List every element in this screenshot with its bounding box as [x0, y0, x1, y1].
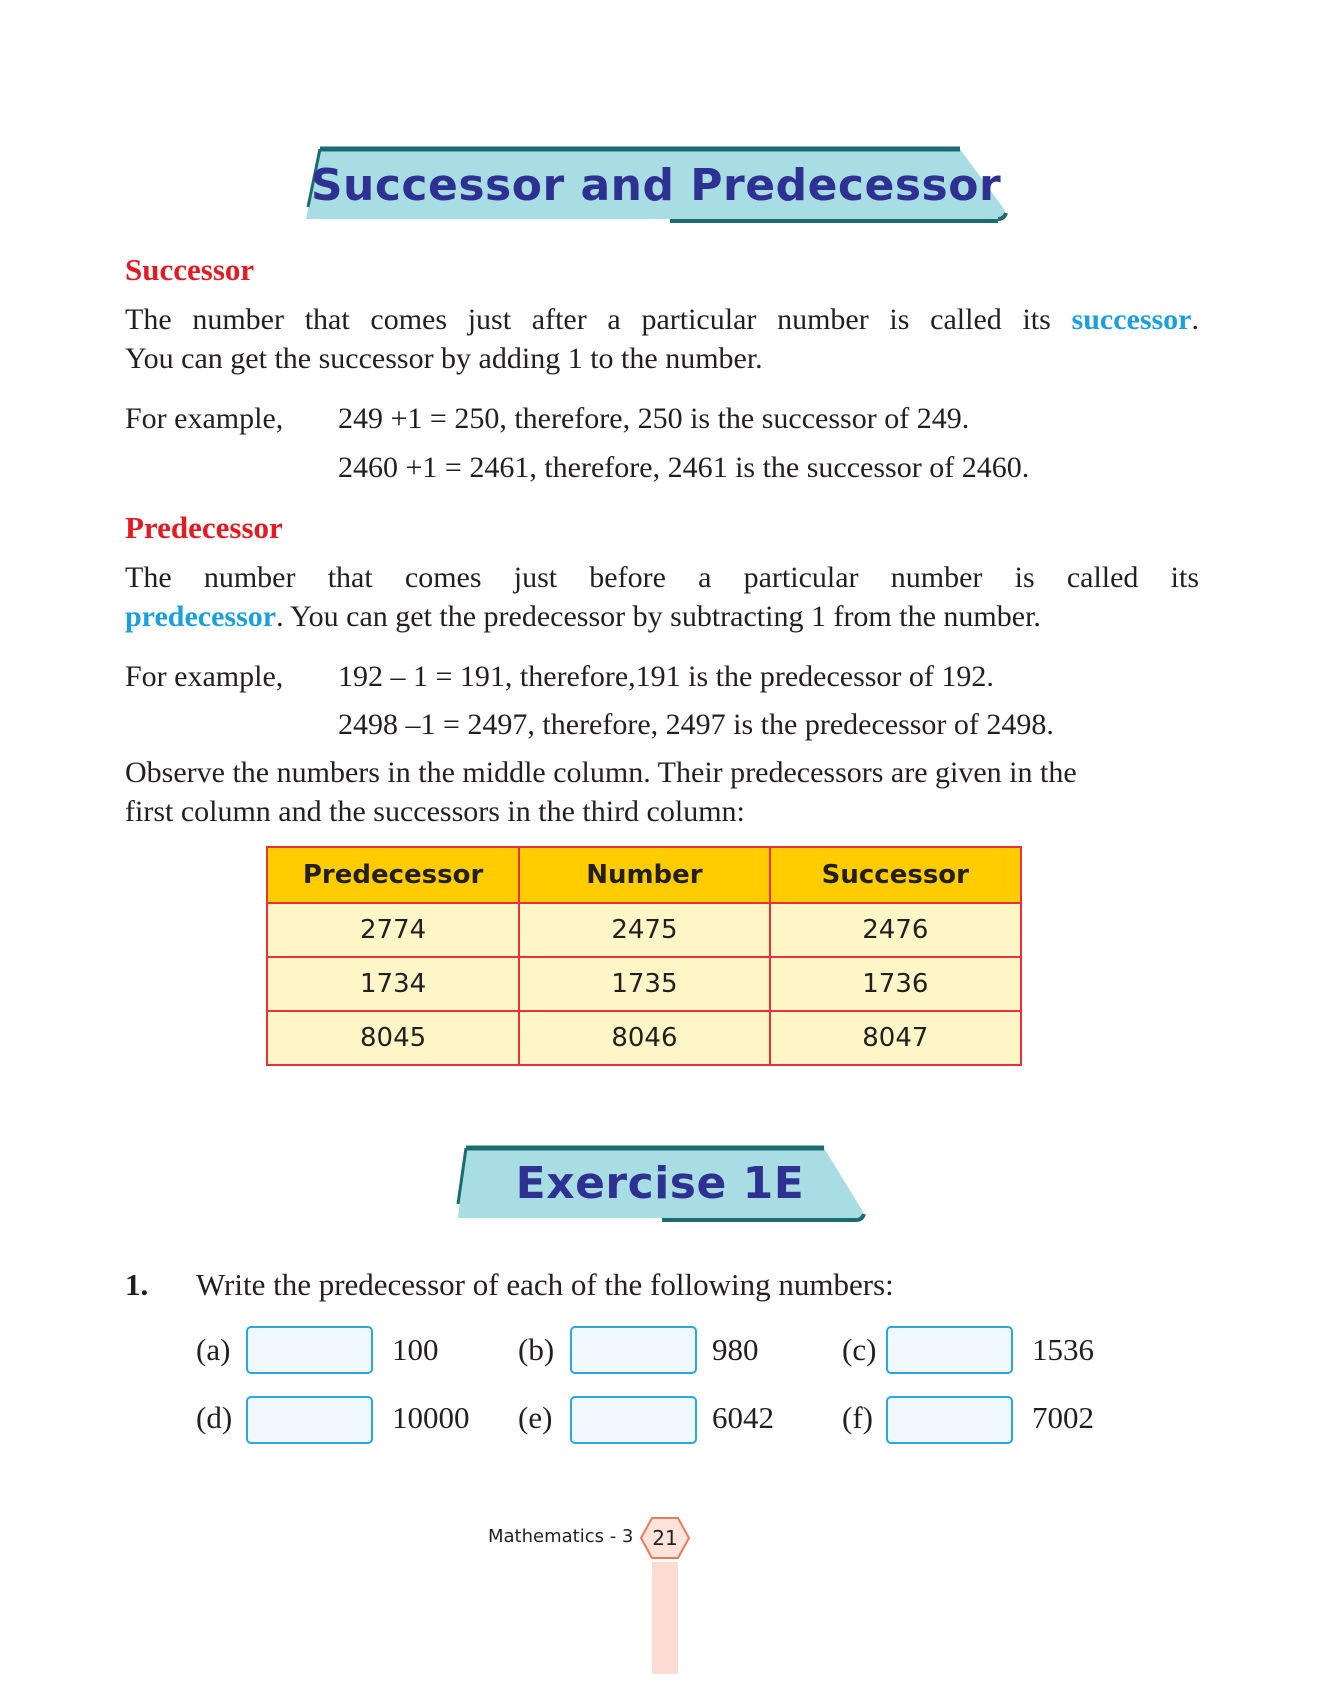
- table-row: [267, 957, 1021, 1011]
- table-row: [267, 1011, 1021, 1065]
- item-b-label: (b): [518, 1332, 555, 1367]
- table-header-row: [267, 847, 1021, 903]
- successor-keyword: successor: [1071, 303, 1192, 336]
- predecessor-rule: [125, 597, 1199, 636]
- question-number: 1.: [125, 1267, 149, 1302]
- table-cell: 8045: [267, 1011, 519, 1065]
- predecessor-definition: The number that comes just before a particular number is called its: [125, 561, 1199, 594]
- page-number-badge: [639, 1515, 691, 1561]
- answer-box-b[interactable]: [570, 1326, 697, 1374]
- item-f-number: 7002: [1032, 1400, 1094, 1435]
- table-cell: 1735: [519, 957, 770, 1011]
- table-cell: 1736: [770, 957, 1021, 1011]
- table-cell: 8047: [770, 1011, 1021, 1065]
- predecessor-rule-text: . You can get the predecessor by subtracting 1 from the number.: [276, 600, 1041, 633]
- successor-definition-text: The number that comes just after a particular number is called its: [125, 303, 1072, 336]
- answer-box-d[interactable]: [246, 1396, 373, 1444]
- observe-line-2: first column and the successors in the third column:: [125, 795, 745, 828]
- predecessor-example-2: 2498 –1 = 2497, therefore, 2497 is the predecessor of 2498.: [338, 708, 1054, 741]
- item-a-number: 100: [392, 1332, 439, 1367]
- item-c-number: 1536: [1032, 1332, 1094, 1367]
- predecessor-heading: Predecessor: [125, 510, 283, 545]
- question-text: Write the predecessor of each of the following numbers:: [196, 1267, 894, 1302]
- answer-box-c[interactable]: [886, 1326, 1013, 1374]
- successor-rule: You can get the successor by adding 1 to the number.: [125, 342, 763, 375]
- header-predecessor: Predecessor: [267, 847, 519, 903]
- header-successor: Successor: [770, 847, 1021, 903]
- item-e-number: 6042: [712, 1400, 774, 1435]
- answer-box-f[interactable]: [886, 1396, 1013, 1444]
- answer-box-e[interactable]: [570, 1396, 697, 1444]
- item-d-label: (d): [196, 1400, 233, 1435]
- exercise-title: Exercise 1E: [515, 1157, 805, 1209]
- page-number: 21: [652, 1526, 678, 1550]
- item-c-label: (c): [842, 1332, 877, 1367]
- table-cell: 2476: [770, 903, 1021, 957]
- table-cell: 2774: [267, 903, 519, 957]
- title-banner: [300, 143, 1012, 227]
- item-d-number: 10000: [392, 1400, 470, 1435]
- successor-definition: [125, 300, 1199, 339]
- header-number: Number: [519, 847, 770, 903]
- successor-example-2: 2460 +1 = 2461, therefore, 2461 is the successor of 2460.: [338, 451, 1030, 484]
- answer-box-a[interactable]: [246, 1326, 373, 1374]
- item-f-label: (f): [842, 1400, 873, 1435]
- exercise-banner: [452, 1142, 868, 1224]
- item-a-label: (a): [196, 1332, 231, 1367]
- page-title: Successor and Predecessor: [310, 159, 1002, 211]
- predecessor-example-label: For example,: [125, 660, 284, 693]
- predecessor-example-1: 192 – 1 = 191, therefore,191 is the predecessor of 192.: [338, 660, 994, 693]
- observe-line-1: Observe the numbers in the middle column. Their predecessors are given in the: [125, 756, 1077, 789]
- table-cell: 1734: [267, 957, 519, 1011]
- item-b-number: 980: [712, 1332, 759, 1367]
- table-row: [267, 903, 1021, 957]
- successor-example-1: 249 +1 = 250, therefore, 250 is the successor of 249.: [338, 402, 970, 435]
- footer-book-title: Mathematics - 3: [488, 1526, 634, 1547]
- item-e-label: (e): [518, 1400, 553, 1435]
- predecessor-keyword: predecessor: [125, 600, 277, 633]
- page-number-bar: [652, 1562, 678, 1674]
- table-cell: 8046: [519, 1011, 770, 1065]
- successor-example-label: For example,: [125, 402, 284, 435]
- predecessor-successor-table: [266, 846, 1022, 1066]
- table-cell: 2475: [519, 903, 770, 957]
- successor-heading: Successor: [125, 252, 255, 287]
- successor-definition-end: .: [1191, 303, 1199, 336]
